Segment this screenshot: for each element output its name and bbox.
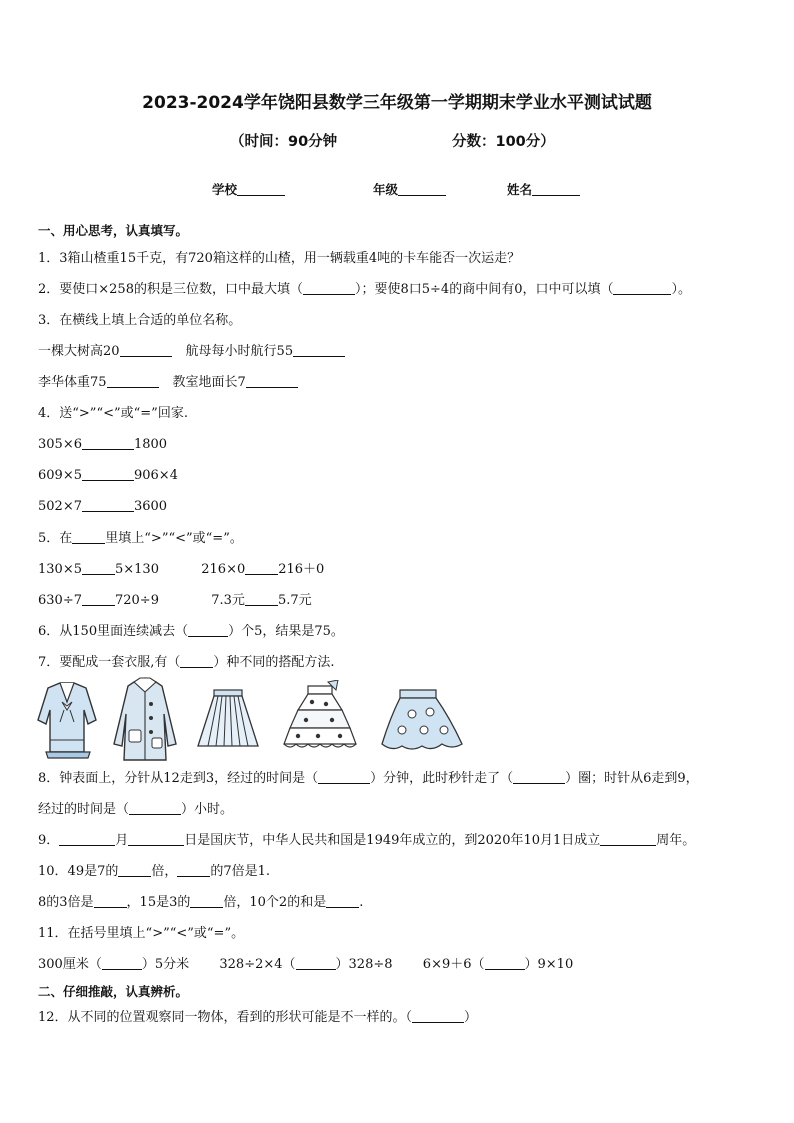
question-10-line-1: 10．49是7的 倍， 的7倍是1. <box>38 864 271 879</box>
coat-icon <box>110 674 180 764</box>
grade-field: 年级 <box>373 180 446 198</box>
question-6: 6．从150里面连续减去（ ）个5，结果是75。 <box>38 624 344 639</box>
polka-skirt-icon <box>378 688 464 754</box>
question-8-line-1: 8．钟表面上，分针从12走到3，经过的时间是（ ）分钟，此时秒针走了（ ）圈；时针从6走到9， <box>38 771 699 786</box>
question-4: 4．送“>”“<”或“=”回家. <box>38 406 188 421</box>
question-2: 2．要使口×258的积是三位数，口中最大填（ ）；要使8口5÷4的商中间有0，口中可以填（ ）。 <box>38 282 691 297</box>
question-5-row-2: 630÷7 720÷9 7.3元 5.7元 <box>38 593 312 608</box>
sailor-shirt-icon <box>34 680 100 760</box>
question-3-row-1: 一棵大树高20 航母每小时航行55 <box>38 343 345 361</box>
question-4-row-1: 305×6 1800 <box>38 437 168 452</box>
question-8-line-2: 经过的时间是（ ）小时。 <box>38 802 234 817</box>
exam-time: （时间：90分钟 <box>230 134 338 150</box>
question-4-row-2: 609×5 906×4 <box>38 468 178 483</box>
frilly-skirt-icon <box>282 680 358 752</box>
school-field: 学校 <box>212 180 285 198</box>
question-10-line-2: 8的3倍是 ，15是3的 倍，10个2的和是 . <box>38 895 364 910</box>
question-4-row-3: 502×7 3600 <box>38 499 168 514</box>
pleated-skirt-icon <box>194 688 262 750</box>
question-9: 9． 月 日是国庆节，中华人民共和国是1949年成立的，到2020年10月1日成立 周年。 <box>38 833 696 848</box>
question-3-row-2: 李华体重75 教室地面长7 <box>38 374 298 392</box>
question-3: 3．在横线上填上合适的单位名称。 <box>38 313 242 328</box>
question-7: 7．要配成一套衣服,有（ ）种不同的搭配方法. <box>38 655 335 670</box>
question-1: 1．3箱山楂重15千克，有720箱这样的山楂，用一辆载重4吨的卡车能否一次运走？ <box>38 251 521 266</box>
question-11-row: 300厘米（ ）5分米 328÷2×4（ ）328÷8 6×9＋6（ ）9×10 <box>38 957 574 972</box>
clothing-pictures <box>34 680 464 762</box>
section2-title: 二、仔细推敲，认真辨析。 <box>38 984 189 999</box>
question-12: 12．从不同的位置观察同一物体，看到的形状可能是不一样的。（ ） <box>38 1010 478 1025</box>
name-field: 姓名 <box>507 180 580 198</box>
section1-title: 一、用心思考，认真填写。 <box>38 223 189 238</box>
page-title: 2023-2024学年饶阳县数学三年级第一学期期末学业水平测试试题 <box>142 93 652 113</box>
question-5: 5．在 里填上“>”“<”或“=”。 <box>38 531 243 546</box>
question-11: 11．在括号里填上“>”“<”或“=”。 <box>38 926 245 941</box>
question-5-row-1: 130×5 5×130 216×0 216＋0 <box>38 562 325 577</box>
exam-score: 分数：100分） <box>452 134 555 150</box>
